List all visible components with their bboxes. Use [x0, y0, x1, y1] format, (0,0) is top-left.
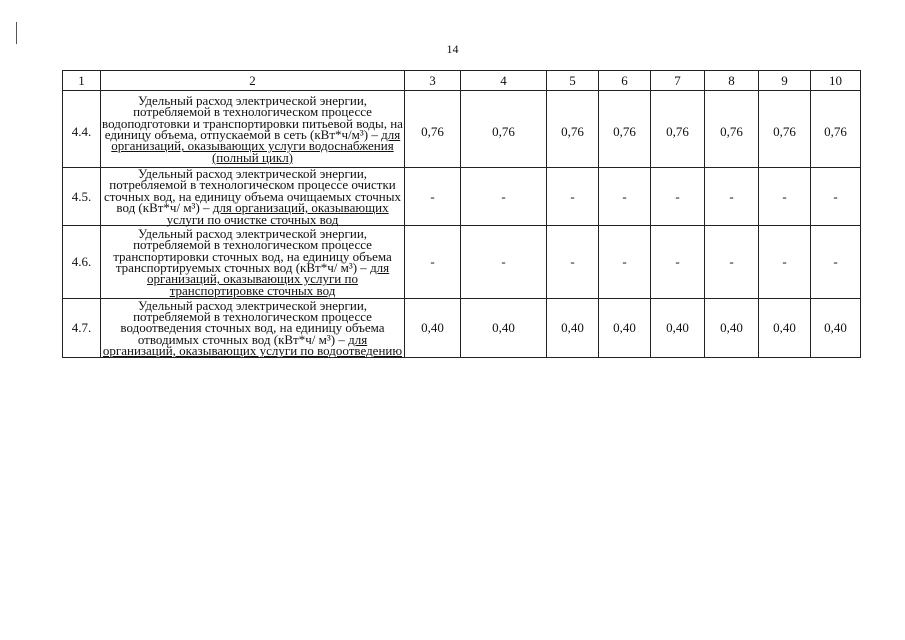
value-cell: 0,76 — [461, 91, 547, 168]
value-cell: 0,40 — [405, 299, 461, 358]
value-cell: 0,76 — [651, 91, 705, 168]
value-cell: - — [811, 168, 861, 226]
value-cell: 0,76 — [405, 91, 461, 168]
value-cell: - — [759, 168, 811, 226]
value-cell: - — [547, 168, 599, 226]
description-scope: для организаций, оказывающих услуги по транспортировке сточных вод — [147, 260, 390, 298]
header-cell: 6 — [599, 71, 651, 91]
value-cell: 0,40 — [811, 299, 861, 358]
value-cell: 0,40 — [547, 299, 599, 358]
value-cell: 0,76 — [811, 91, 861, 168]
header-cell: 2 — [101, 71, 405, 91]
description-scope: для организаций, оказывающих услуги по очистке сточных вод — [166, 200, 389, 227]
value-cell: 0,76 — [547, 91, 599, 168]
header-cell: 1 — [63, 71, 101, 91]
value-cell: - — [461, 226, 547, 299]
page-number: 14 — [446, 42, 459, 56]
value-cell: - — [705, 168, 759, 226]
value-cell: - — [599, 226, 651, 299]
header-cell: 3 — [405, 71, 461, 91]
value-cell: - — [759, 226, 811, 299]
row-number: 4.5. — [63, 168, 101, 226]
value-cell: - — [705, 226, 759, 299]
value-cell: 0,40 — [461, 299, 547, 358]
table-header-row — [63, 71, 861, 91]
value-cell: - — [811, 226, 861, 299]
header-cell: 10 — [811, 71, 861, 91]
indicators-table — [62, 70, 861, 358]
row-description — [101, 299, 405, 358]
description-text: Удельный расход электрической энергии, потребляемой в технологическом процессе транспортировки сточных вод, на единицу объема транспортируемых сточных вод (кВт*ч/ м³) – — [113, 225, 392, 276]
header-cell: 4 — [461, 71, 547, 91]
description-text: Удельный расход электрической энергии, потребляемой в технологическом процессе очистки сточных вод, на единицу объема очищаемых сточных вод (кВт*ч/ м³) – — [103, 166, 401, 216]
value-cell: 0,76 — [705, 91, 759, 168]
description-scope: для организаций, оказывающих услуги водоснабжения (полный цикл) — [111, 127, 401, 165]
table-row — [63, 91, 861, 168]
value-cell: - — [405, 226, 461, 299]
value-cell: 0,76 — [599, 91, 651, 168]
row-number: 4.4. — [63, 91, 101, 168]
margin-mark — [16, 22, 17, 44]
value-cell: 0,40 — [651, 299, 705, 358]
row-number: 4.6. — [63, 226, 101, 299]
row-description — [101, 168, 405, 226]
row-description — [101, 91, 405, 168]
table-row — [63, 226, 861, 299]
header-cell: 9 — [759, 71, 811, 91]
value-cell: 0,76 — [759, 91, 811, 168]
value-cell: 0,40 — [759, 299, 811, 358]
value-cell: 0,40 — [705, 299, 759, 358]
value-cell: - — [651, 226, 705, 299]
value-cell: - — [547, 226, 599, 299]
value-cell: - — [651, 168, 705, 226]
header-cell: 8 — [705, 71, 759, 91]
value-cell: - — [599, 168, 651, 226]
row-number: 4.7. — [63, 299, 101, 358]
header-cell: 7 — [651, 71, 705, 91]
value-cell: 0,40 — [599, 299, 651, 358]
row-description — [101, 226, 405, 299]
table-row — [63, 299, 861, 358]
value-cell: - — [405, 168, 461, 226]
description-text: Удельный расход электрической энергии, потребляемой в технологическом процессе водоотведения сточных вод, на единицу объема отводимых сточных вод (кВт*ч/ м³) – — [120, 297, 385, 347]
header-cell: 5 — [547, 71, 599, 91]
description-scope: для организаций, оказывающих услуги по водоотведению — [102, 331, 403, 359]
value-cell: - — [461, 168, 547, 226]
table-row — [63, 168, 861, 226]
description-text: Удельный расход электрической энергии, потребляемой в технологическом процессе водоподготовки и транспортировки питьевой воды, на единицу объема, отпускаемой в сеть (кВт*ч/м³) – — [102, 92, 403, 142]
